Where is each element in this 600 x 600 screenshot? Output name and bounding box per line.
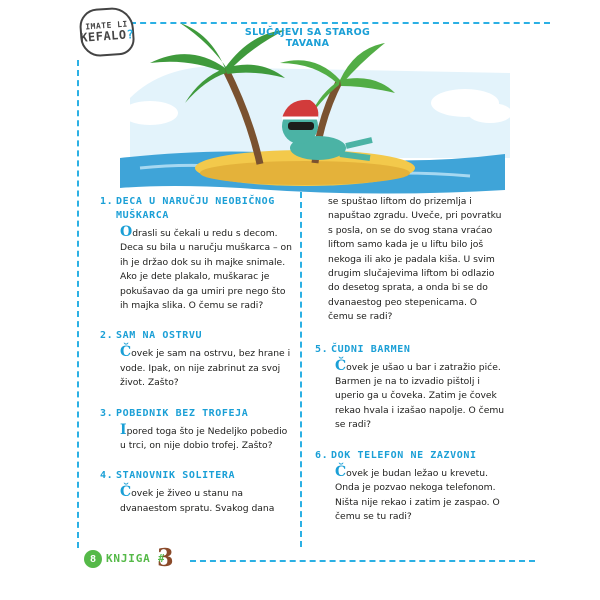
item-title: SAM NA OSTRVU	[116, 330, 203, 342]
puzzle-item-4	[100, 469, 292, 516]
cloud-left	[122, 101, 178, 125]
drop-cap: Č	[335, 463, 347, 480]
book-logo	[78, 6, 135, 58]
drop-cap: Č	[120, 344, 132, 361]
item-title: STANOVNIK SOLITERA	[116, 470, 236, 482]
left-column	[100, 195, 292, 516]
frame-bottom-dashed	[190, 560, 535, 562]
item-text: drasli su čekali u redu s decom. Deca su bila u naručju muškarca – on ih je držao dok su ih majke snimale. Ako je dete plakalo, muškarac je pokušavao da ga umiri pre nego što ih majka slika. O čemu se radi?	[120, 228, 292, 312]
drop-cap: O	[120, 224, 133, 240]
drop-cap: I	[120, 421, 127, 438]
item-4-continuation: se spuštao liftom do prizemlja i napuštao zgradu. Uveče, pri povratku s posla, on se do svog stana vraćao liftom samo kada je u liftu bilo još nekoga ili ako je padala kiša. U svim drugim slučajevima liftom bi odlazio do desetog sprata, a onda bi se do dvanaestog peo stepenicama. O čemu se radi?	[328, 196, 502, 323]
item-title: POBEDNIK BEZ TROFEJA	[116, 407, 249, 419]
item-number: 4.	[100, 470, 114, 482]
drop-cap: Č	[335, 357, 347, 374]
item-number: 3.	[100, 407, 114, 419]
book-number: 3	[157, 543, 174, 572]
frame-left-dashed	[77, 60, 79, 548]
item-title: DOK TELEFON NE ZAZVONI	[331, 449, 477, 461]
item-title: ČUDNI BARMEN	[331, 343, 411, 355]
puzzle-item-3	[100, 407, 292, 454]
logo-question-mark: ?	[126, 27, 135, 42]
item-number: 6.	[315, 449, 329, 461]
item-number: 2.	[100, 330, 114, 342]
drop-cap: Č	[120, 484, 132, 501]
item-title: DECA U NARUČJU NEOBIČNOG MUŠKARCA	[116, 196, 275, 221]
character-sunglasses	[288, 122, 314, 130]
item-number: 5.	[315, 343, 329, 355]
item-text: ovek je budan ležao u krevetu. Onda je pozvao nekoga telefonom. Ništa nije rekao i zatim je zaspao. O čemu se tu radi?	[335, 467, 500, 522]
item-text: ovek je ušao u bar i zatražio piće. Barmen je na to izvadio pištolj i uperio ga u čoveka. Zatim je čovek rekao hvala i izašao napolje. O čemu se radi?	[335, 361, 505, 431]
puzzle-item-2	[100, 329, 292, 390]
right-column	[315, 195, 505, 524]
item-number: 1.	[100, 196, 114, 207]
puzzle-item-6	[315, 449, 505, 525]
page-number-badge: 8	[84, 550, 102, 568]
column-divider-dashed	[300, 192, 302, 547]
section-title: SLUČAJEVI SA STAROG TAVANA	[244, 27, 371, 49]
item-text: ovek je sam na ostrvu, bez hrane i vode. Ipak, on nije zabrinut za svoj život. Zašto?	[120, 348, 291, 389]
logo-line-2: KEFALO	[79, 27, 128, 45]
logo-line-1: IMATE LI	[84, 19, 129, 31]
puzzle-item-5	[315, 343, 505, 433]
book-label: KNJIGA #	[106, 552, 166, 565]
item-text: pored toga što je Nedeljko pobedio u trci, on nije dobio trofej. Zašto?	[120, 425, 288, 452]
item-text: ovek je živeo u stanu na dvanaestom spratu. Svakog dana	[120, 488, 275, 514]
puzzle-item-1	[100, 195, 292, 313]
